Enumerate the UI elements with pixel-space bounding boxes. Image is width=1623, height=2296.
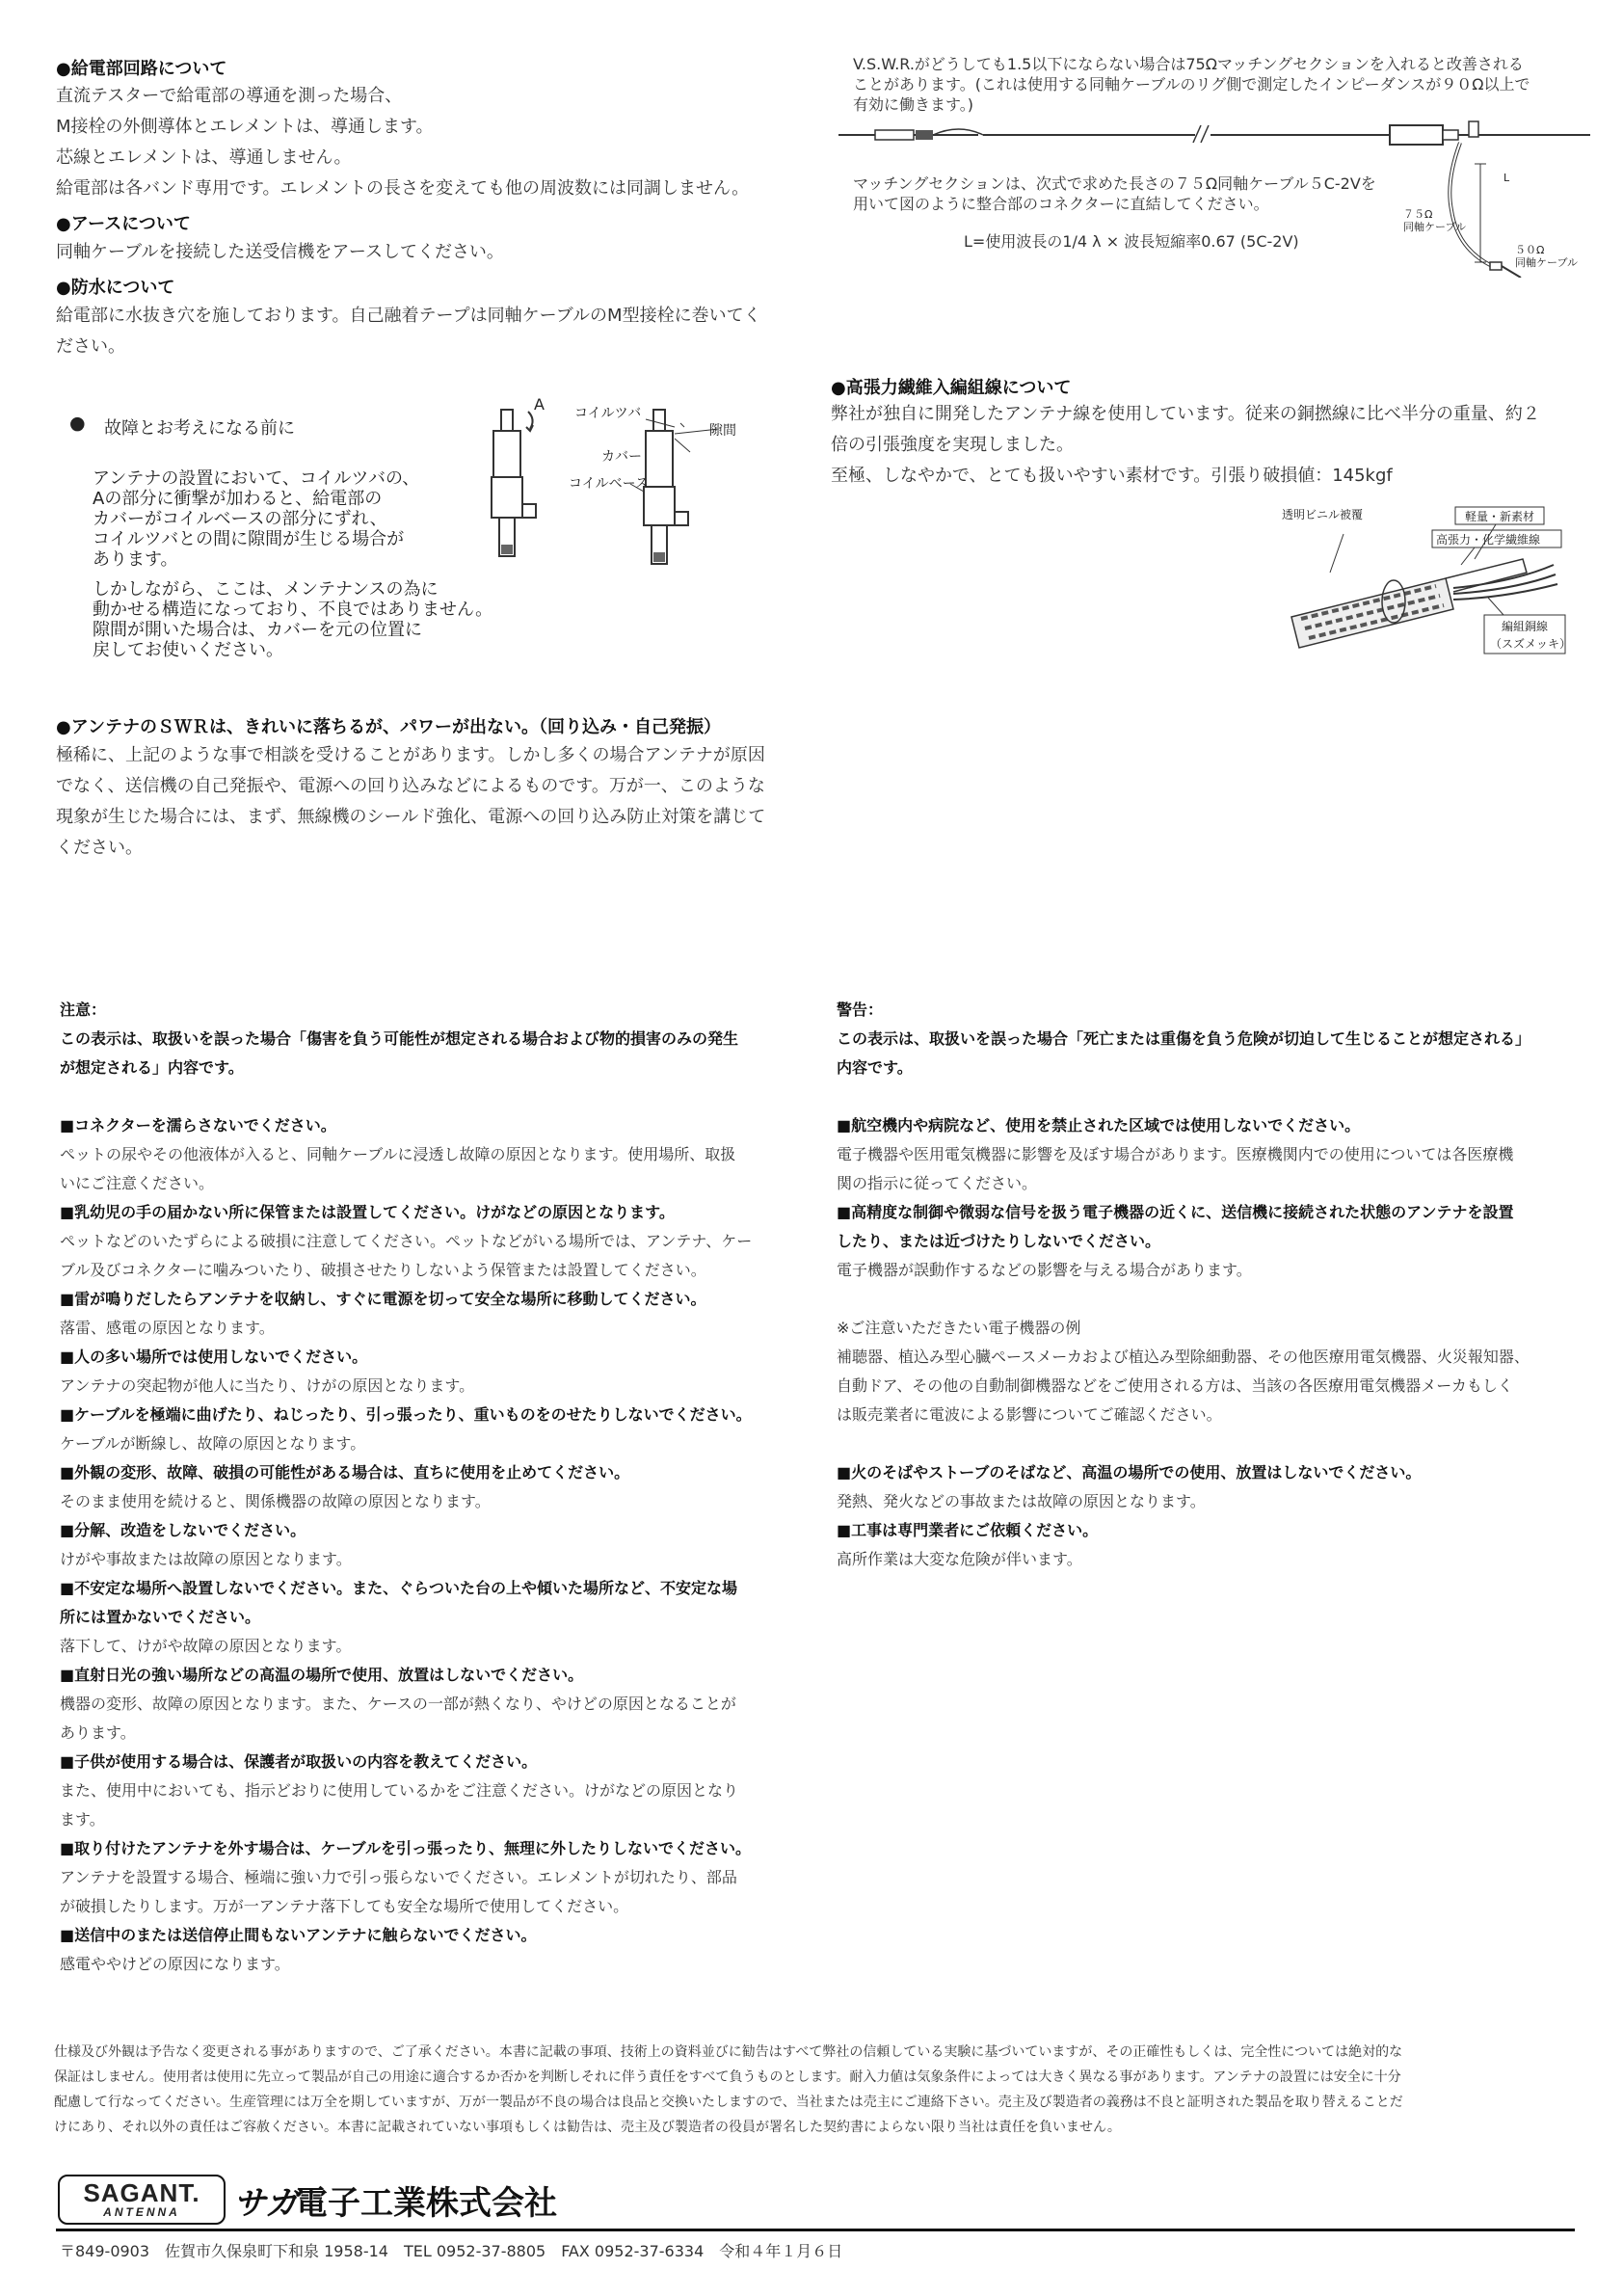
feed-line: 給電部は各バンド専用です。エレメントの長さを変えても他の周波数には同調しません。 — [56, 178, 750, 199]
caution-item-text: けがや事故または故障の原因となります。 — [60, 1550, 352, 1568]
warning-example-text: 補聴器、植込み型心臓ペースメーカおよび植込み型除細動器、その他医療用電気機器、火災報知器、 自動ドア、その他の自動制御機器などをご使用される方は、当該の各医療用電気機器メーカもしく は販売業者に電波による影響についてご確認ください。 — [837, 1348, 1530, 1424]
label-50-cable: 同軸ケーブル — [1515, 256, 1579, 269]
warning-intro: この表示は、取扱いを誤った場合「死亡または重傷を負う危険が切迫して生じることが想定される」 内容です。 — [837, 1029, 1531, 1077]
earth-line: 同軸ケーブルを接続した送受信機をアースしてください。 — [56, 242, 504, 262]
warning-item-heading: ■高精度な制御や微弱な信号を扱う電子機器の近くに、送信機に接続された状態のアンテナを設置 したり、または近づけたりしないでください。 — [837, 1203, 1514, 1250]
wire-heading: ●高張力繊維入編組線について — [831, 378, 1072, 398]
warning-item-heading: ■火のそばやストーブのそばなど、高温の場所での使用、放置はしないでください。 — [837, 1463, 1422, 1482]
water-line: 給電部に水抜き穴を施しております。自己融着テープは同軸ケーブルのM型接栓に巻いてく — [56, 306, 761, 326]
caution-item-text: 落雷、感電の原因となります。 — [60, 1319, 275, 1337]
caution-item-text: ペットの尿やその他液体が入ると、同軸ケーブルに浸透し故障の原因となります。使用場所、取扱 いにご注意ください。 — [60, 1145, 736, 1192]
logo-kana: サガ — [233, 2184, 299, 2223]
company-address: 〒849-0903 佐賀市久保泉町下和泉 1958-14 TEL 0952-37-8805 FAX 0952-37-6334 令和４年１月６日 — [60, 2242, 843, 2260]
caution-item-text: アンテナを設置する場合、極端に強い力で引っ張らないでください。エレメントが切れたり、部品 が破損したりします。万が一アンテナ落下しても安全な場所で使用してください。 — [60, 1868, 737, 1915]
caution-item-text: 機器の変形、故障の原因となります。また、ケースの一部が熱くなり、やけどの原因となることが あります。 — [60, 1695, 736, 1742]
trouble-heading: 故障とお考えになる前に — [104, 418, 295, 439]
logo-text: SAGANT. — [83, 2178, 200, 2207]
label-coil-base: コイルベース — [569, 476, 649, 492]
label-75-ohm: ７５Ω — [1403, 208, 1433, 221]
warning-title: 警告： — [837, 1001, 884, 1019]
caution-item-heading: ■分解、改造をしないでください。 — [60, 1521, 306, 1539]
coil-diagram — [472, 390, 790, 583]
caution-item-heading: ■子供が使用する場合は、保護者が取扱いの内容を教えてください。 — [60, 1752, 538, 1771]
trouble-para-2: しかしながら、ここは、メンテナンスの為に 動かせる構造になっており、不良ではありません。 隙間が開いた場合は、カバーを元の位置に 戻してお使いください。 — [93, 579, 493, 660]
caution-item-text: また、使用中においても、指示どおりに使用しているかをご注意ください。けがなどの原因となり ます。 — [60, 1781, 739, 1829]
earth-heading: ●アースについて — [56, 214, 191, 234]
caution-title: 注意： — [60, 1001, 107, 1019]
vswr-line: 有効に働きます。) — [853, 95, 973, 114]
trouble-bullet: ● — [69, 413, 86, 434]
water-line: ださい。 — [56, 336, 125, 357]
caution-item-text: ペットなどのいたずらによる破損に注意してください。ペットなどがいる場所では、アンテナ、ケー ブル及びコネクターに噛みついたり、破損させたりしないよう保管または設置してください。 — [60, 1232, 753, 1279]
caution-item-text: 感電ややけどの原因になります。 — [60, 1955, 290, 1973]
wire-line: 至極、しなやかで、とても扱いやすい素材です。引張り破損値：145kgf — [831, 466, 1393, 486]
warning-example-heading: ※ご注意いただきたい電子機器の例 — [837, 1319, 1081, 1337]
warning-item-text: 発熱、発火などの事故または故障の原因となります。 — [837, 1492, 1206, 1510]
caution-item-text: アンテナの突起物が他人に当たり、けがの原因となります。 — [60, 1376, 475, 1395]
feed-heading: ●給電部回路について — [56, 59, 227, 79]
label-vinyl: 透明ビニル被覆 — [1282, 508, 1364, 521]
caution-item-heading: ■ケーブルを極端に曲げたり、ねじったり、引っ張ったり、重いものをのせたりしないでください。 — [60, 1405, 752, 1424]
warning-item-heading: ■航空機内や病院など、使用を禁止された区域では使用しないでください。 — [837, 1116, 1361, 1135]
trouble-para-1: アンテナの設置において、コイルツバの、 Aの部分に衝撃が加わると、給電部の カバーがコイルベースの部分にずれ、 コイルツバとの間に隙間が生じる場合が あります。 — [93, 468, 420, 570]
company-name: 電子工業株式会社 — [295, 2184, 557, 2223]
warning-section — [837, 996, 1598, 1574]
label-lightweight: 軽量・新素材 — [1465, 510, 1535, 523]
feed-line: 直流テスターで給電部の導通を測った場合、 — [56, 86, 403, 106]
label-50-ohm: ５０Ω — [1515, 244, 1545, 256]
warning-item-text: 高所作業は大変な危険が伴います。 — [837, 1550, 1082, 1568]
caution-item-heading: ■送信中のまたは送信停止間もないアンテナに触らないでください。 — [60, 1926, 537, 1944]
label-cover: カバー — [601, 449, 642, 465]
sagant-logo — [58, 2175, 226, 2225]
warning-item-heading: ■工事は専門業者にご依頼ください。 — [837, 1521, 1099, 1539]
caution-item-text: そのまま使用を続けると、関係機器の故障の原因となります。 — [60, 1492, 491, 1510]
label-75-cable: 同軸ケーブル — [1403, 221, 1467, 233]
caution-item-heading: ■乳幼児の手の届かない所に保管または設置してください。けがなどの原因となります。 — [60, 1203, 675, 1221]
caution-item-heading: ■外観の変形、故障、破損の可能性がある場合は、直ちに使用を止めてください。 — [60, 1463, 630, 1482]
wire-line: 倍の引張強度を実現しました。 — [831, 435, 1074, 455]
logo-subtext: ANTENNA — [103, 2205, 180, 2219]
swr-line: 極稀に、上記のような事で相談を受けることがあります。しかし多くの場合アンテナが原因 — [56, 745, 765, 765]
disclaimer: 仕様及び外観は予告なく変更される事がありますので、ご了承ください。本書に記載の事項、技術上の資料並びに勧告はすべて弊社の信頼している実験に基づいていますが、その正確性もしくは、完全性については絶対的な 保証はしません。使用者は使用に先立って製品が自己の用途に適合するか否かを判断しそれに伴う責任をすべて負うものとします。耐入力値は気象条件によっては大きく異なる事があります。アンテナの設置には安全に十分 配慮して行なってください。生産管理には万全を期していますが、万が一製品が不良の場合は良品と交換いたしますので、当社または売主にご連絡下さい。売主及び製造者の義務は不良と証明された製品を取り替えることだ けにあり、それ以外の責任はご容赦ください。本書に記載されていない事項もしくは勧告は、売主及び製造者の役員が署名した契約書によらない限り当社は責任を負いません。 — [54, 2044, 1403, 2135]
label-l: L — [1503, 172, 1510, 184]
vswr-line: ことがあります。(これは使用する同軸ケーブルのリグ側で測定したインピーダンスが９０Ω以上で — [853, 75, 1530, 93]
feed-line: 芯線とエレメントは、導通しません。 — [56, 147, 352, 168]
caution-intro: この表示は、取扱いを誤った場合「傷害を負う可能性が想定される場合および物的損害のみの発生 が想定される」内容です。 — [60, 1029, 739, 1077]
caution-section — [60, 996, 831, 1979]
vswr-line: V.S.W.R.がどうしても1.5以下にならない場合は75Ωマッチングセクションを入れると改善される — [853, 55, 1524, 73]
warning-item-text: 電子機器や医用電気機器に影響を及ぼす場合があります。医療機関内での使用については各医療機 関の指示に従ってください。 — [837, 1145, 1514, 1192]
swr-line: ください。 — [56, 838, 143, 858]
label-coil-tsuba: コイルツバ — [574, 406, 642, 421]
caution-item-text: ケーブルが断線し、故障の原因となります。 — [60, 1434, 366, 1453]
feed-line: M接栓の外側導体とエレメントは、導通します。 — [56, 117, 434, 137]
caution-item-heading: ■直射日光の強い場所などの高温の場所で使用、放置はしないでください。 — [60, 1666, 584, 1684]
wire-line: 弊社が独自に開発したアンテナ線を使用しています。従来の銅撚線に比べ半分の重量、約２ — [831, 404, 1540, 424]
warning-item-text: 電子機器が誤動作するなどの影響を与える場合があります。 — [837, 1261, 1252, 1279]
label-a: A — [534, 395, 545, 414]
swr-line: でなく、送信機の自己発振や、電源への回り込みなどによるものです。万が一、このような — [56, 776, 765, 796]
label-gap: 隙間 — [709, 423, 736, 439]
footer-divider — [56, 2229, 1575, 2231]
caution-item-heading: ■取り付けたアンテナを外す場合は、ケーブルを引っ張ったり、無理に外したりしないでください。 — [60, 1839, 752, 1857]
match-formula: L=使用波長の1/4 λ × 波長短縮率0.67 (5C-2V) — [964, 232, 1299, 251]
caution-item-heading: ■不安定な場所へ設置しないでください。また、ぐらついた台の上や傾いた場所など、不安定な場 所には置かないでください。 — [60, 1579, 737, 1626]
caution-item-heading: ■コネクターを濡らさないでください。 — [60, 1116, 336, 1135]
label-fiber: 高張力・化学繊維線 — [1436, 533, 1541, 547]
label-braid-plating: （スズメッキ） — [1490, 637, 1571, 651]
label-braid: 編組銅線 — [1502, 620, 1549, 633]
swr-heading: ●アンテナのＳＷＲは、きれいに落ちるが、パワーが出ない。（回り込み・自己発振） — [56, 717, 721, 737]
caution-item-heading: ■人の多い場所では使用しないでください。 — [60, 1348, 368, 1366]
match-line: 用いて図のように整合部のコネクターに直結してください。 — [853, 195, 1269, 213]
water-heading: ●防水について — [56, 278, 175, 298]
wire-diagram — [1282, 501, 1571, 665]
swr-line: 現象が生じた場合には、まず、無線機のシールド強化、電源への回り込み防止対策を講じて — [56, 807, 766, 827]
match-line: マッチングセクションは、次式で求めた長さの７５Ω同軸ケーブル５C-2Vを — [853, 174, 1376, 193]
caution-item-text: 落下して、けがや故障の原因となります。 — [60, 1637, 352, 1655]
caution-item-heading: ■雷が鳴りだしたらアンテナを収納し、すぐに電源を切って安全な場所に移動してください。 — [60, 1290, 706, 1308]
